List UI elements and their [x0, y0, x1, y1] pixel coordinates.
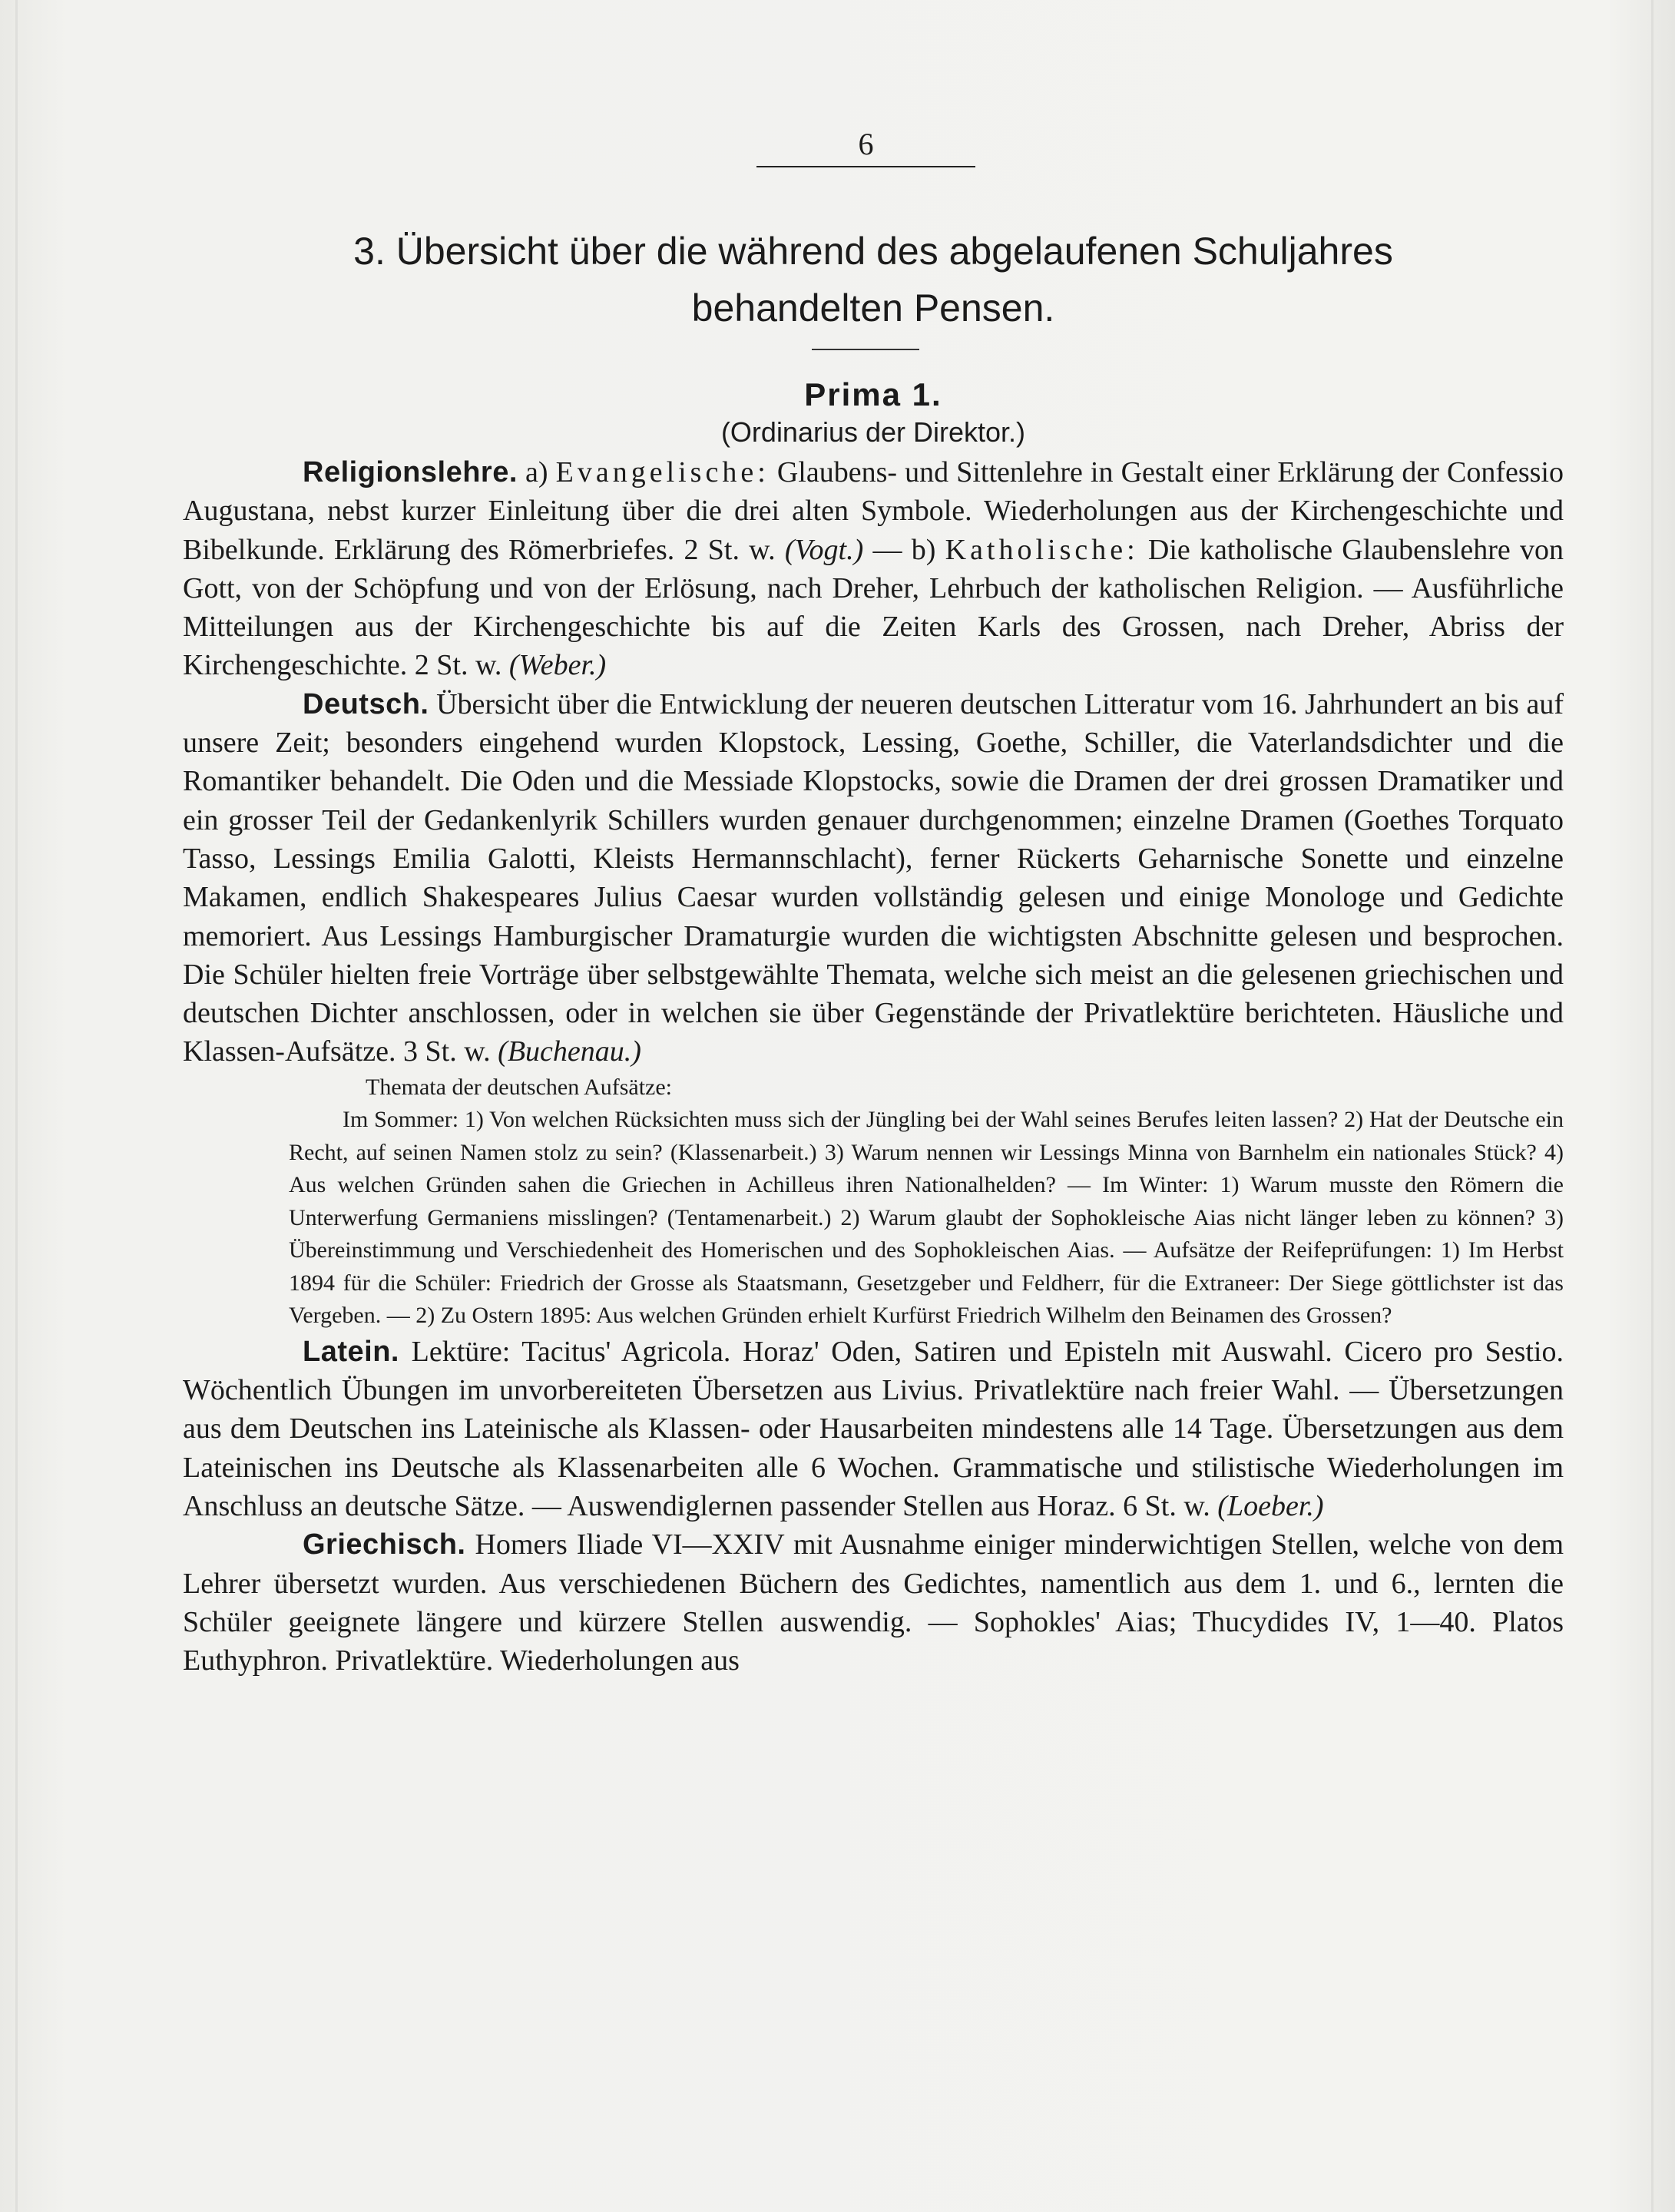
teacher-name: (Vogt.) — [784, 533, 864, 566]
class-heading: Prima 1. — [804, 376, 942, 412]
title-divider — [812, 349, 919, 350]
teacher-name: (Loeber.) — [1217, 1489, 1324, 1522]
paragraph-text: Homers Iliade VI—XXIV mit Ausnahme einiger minderwichtigen Stellen, welche von dem Lehrer übersetzt wurden. Aus verschiedenen Büchern des Gedichtes, namentlich aus dem 1. und 6., lernten die Schüler geeignete längere und kürzere Stellen auswendig. — Sophokles' Aias; Thucydides IV, 1—40. Platos Euthyphron. Privatlektüre. Wiederholungen aus — [183, 1528, 1564, 1677]
paragraph-religion — [183, 453, 1564, 685]
part-lead: b) — [911, 533, 936, 566]
themes-heading: Themata der deutschen Aufsätze: — [366, 1074, 672, 1100]
page-body — [183, 453, 1564, 1680]
subject-label: Latein. — [303, 1335, 399, 1368]
subject-label: Deutsch. — [303, 687, 429, 720]
paragraph-text: Die katholische Glaubenslehre von Gott, von der Schöpfung und von der Erlösung, nach Dreher, Lehrbuch der katholischen Religion. — Ausführliche Mitteilungen aus der Kirchengeschichte bis auf die Zeiten Karls des Grossen, nach Dreher, Abriss der Kirchengeschichte. 2 St. w. — [183, 533, 1564, 682]
denomination-label: Katholische: — [945, 533, 1139, 566]
section-title — [183, 223, 1564, 336]
teacher-name: (Buchenau.) — [498, 1035, 641, 1068]
paragraph-text: Lektüre: Tacitus' Agricola. Horaz' Oden, Satiren und Episteln mit Auswahl. Cicero pro Sestio. Wöchentlich Übungen im unvorbereiteten Übersetzen aus Livius. Privatlektüre nach freier Wahl. — Übersetzungen aus dem Deutschen ins Lateinische als Klassen- oder Hausarbeiten mindestens alle 14 Tage. Übersetzungen aus dem Lateinischen ins Deutsche als Klassenarbeiten alle 6 Wochen. Grammatische und stilistische Wiederholungen im Anschluss an deutsche Sätze. — Auswendiglernen passender Stellen aus Horaz. 6 St. w. — [183, 1335, 1564, 1522]
paragraph-text: Übersicht über die Entwicklung der neueren deutschen Litteratur vom 16. Jahrhundert an bis auf unsere Zeit; besonders eingehend wurden Klopstock, Lessing, Goethe, Schiller, die Vaterlandsdichter und die Romantiker behandelt. Die Oden und die Messiade Klopstocks, sowie die Dramen der drei grossen Dramatiker und ein grosser Teil der Gedankenlyrik Schillers wurden genauer durchgenommen; einzelne Dramen (Goethes Torquato Tasso, Lessings Emilia Galotti, Kleists Hermannschlacht), ferner Rückerts Geharnische Sonette und einzelne Makamen, endlich Shakespeares Julius Caesar wurden vollständig gelesen und einige Monologe und Gedichte memoriert. Aus Lessings Hamburgischer Dramaturgie wurden die wichtigsten Abschnitte gelesen und besprochen. Die Schüler hielten freie Vorträge über selbstgewählte Themata, welche sich meist an die gelesenen griechischen und deutschen Dichter anschlossen, oder in welchen sie über Gegenstände der Privatlektüre berichteten. Häusliche und Klassen-Aufsätze. 3 St. w. — [183, 687, 1564, 1068]
dash: — — [872, 533, 902, 566]
scan-edge-shadow — [15, 0, 18, 2212]
class-subheading: (Ordinarius der Direktor.) — [720, 416, 1026, 448]
denomination-label: Evangelische: — [555, 456, 770, 488]
themes-text: Im Sommer: 1) Von welchen Rücksichten muss sich der Jüngling bei der Wahl seines Berufes leiten lassen? 2) Hat der Deutsche ein Recht, auf seinen Namen stolz zu sein? (Klassenarbeit.) 3) Warum nennen wir Lessings Minna von Barnhelm ein nationales Stück? 4) Aus welchen Gründen sahen die Griechen in Achilleus ihren Nationalhelden? — Im Winter: 1) Warum musste den Römern die Unterwerfung Germaniens misslingen? (Tentamenarbeit.) 2) Warum glaubt der Sophokleische Aias nicht länger leben zu können? 3) Übereinstimmung und Verschiedenheit des Homerischen und des Sophokleischen Aias. — Aufsätze der Reifeprüfungen: 1) Im Herbst 1894 für die Schüler: Friedrich der Grosse als Staatsmann, Gesetzgeber und Feldherr, für die Extraneer: Der Siege göttlichster ist das Vergeben. — 2) Zu Ostern 1895: Aus welchen Gründen erhielt Kurfürst Friedrich Wilhelm den Beinamen des Grossen? — [289, 1107, 1564, 1329]
part-lead: a) — [525, 456, 548, 488]
paragraph-deutsch — [183, 685, 1564, 1071]
scan-edge-shadow — [1651, 0, 1653, 2212]
paragraph-latein — [183, 1333, 1564, 1525]
title-line-2: behandelten Pensen. — [691, 286, 1055, 329]
page-number: 6 — [756, 123, 975, 167]
essay-themes — [289, 1071, 1564, 1333]
paragraph-griechisch — [183, 1525, 1564, 1680]
subject-label: Griechisch. — [303, 1528, 466, 1561]
teacher-name: (Weber.) — [508, 649, 607, 682]
subject-label: Religionslehre. — [303, 456, 518, 488]
paragraph-text: Glaubens- und Sittenlehre in Gestalt einer Erklärung der Confessio Augustana, nebst kurzer Einleitung über die drei alten Symbole. Wiederholungen aus der Kirchengeschichte und Bibelkunde. Erklärung des Römerbriefes. 2 St. w. — [183, 456, 1564, 566]
title-line-1: 3. Übersicht über die während des abgelaufenen Schuljahres — [353, 230, 1393, 273]
